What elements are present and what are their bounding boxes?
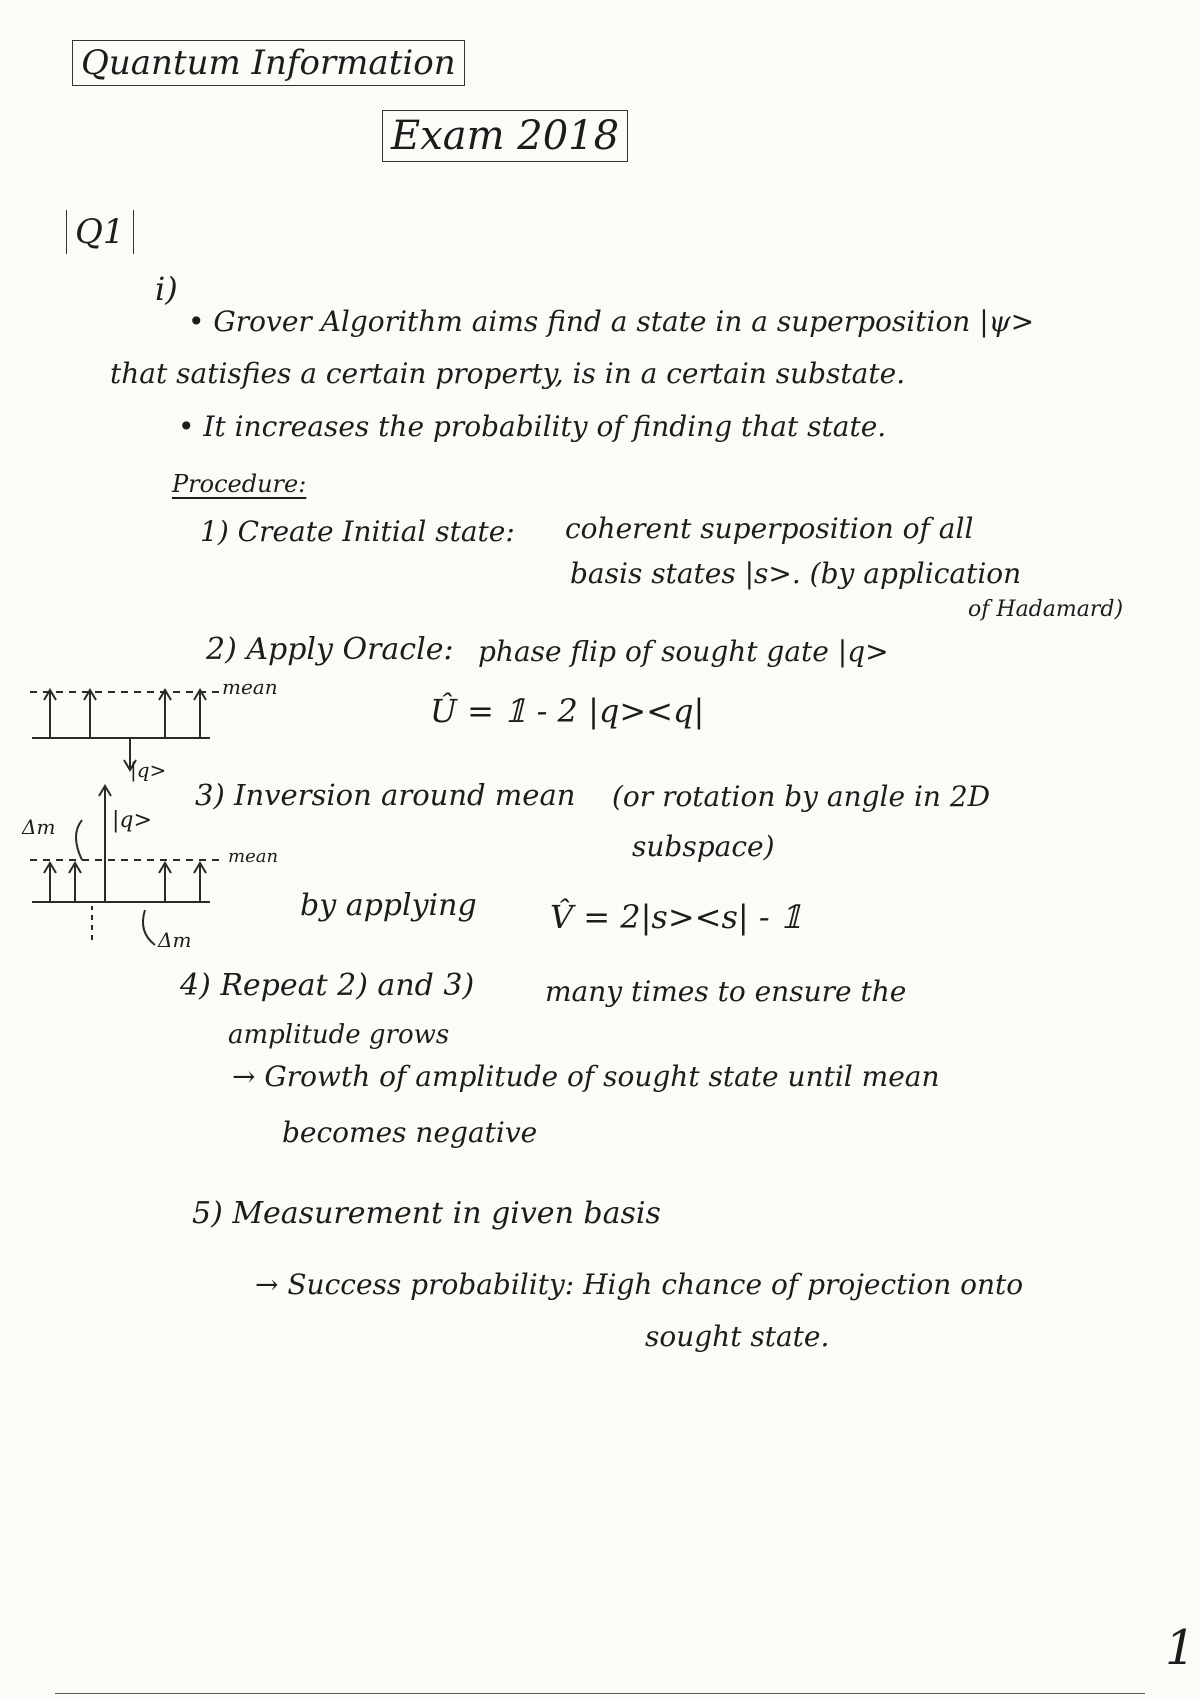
step-5-arrow-b: sought state. [645,1320,830,1353]
step-5-label: 5) Measurement in given basis [192,1196,661,1231]
step-3-label: 3) Inversion around mean [195,778,576,812]
step-4-text-a: many times to ensure the [545,975,907,1008]
step-4-text-b: amplitude grows [228,1020,450,1050]
step-4-arrow: → Growth of amplitude of sought state until mean [232,1060,940,1093]
sketch-mean-label-bottom: mean [228,846,279,867]
step-2-formula: Û = 𝟙 - 2 |q><q| [430,692,705,730]
sketch-q-label-down: |q> [130,758,167,782]
step-1-label: 1) Create Initial state: [200,515,515,548]
step-5-arrow: → Success probability: High chance of projection onto [255,1268,1024,1301]
question-label: Q1 [66,210,134,254]
intro-line-3: • It increases the probability of finding that state. [178,410,887,443]
step-3-text-b: subspace) [632,830,775,863]
footer-divider [55,1693,1145,1694]
exam-title: Exam 2018 [382,110,628,162]
step-3-formula: V̂ = 2|s><s| - 𝟙 [550,898,803,936]
course-title: Quantum Information [72,40,465,86]
question-part: i) [155,270,178,308]
step-1-text-a: coherent superposition of all [565,512,974,545]
step-3-text-a: (or rotation by angle in 2D [612,780,991,813]
sketch-q-label-up: |q> [112,808,152,833]
amplitude-sketch [20,670,290,970]
step-2-text: phase flip of sought gate |q> [478,635,889,668]
intro-line-2: that satisfies a certain property, is in a certain substate. [110,357,906,390]
step-4-label: 4) Repeat 2) and 3) [180,968,475,1003]
step-1-text-c: of Hadamard) [968,597,1124,622]
sketch-delta-m-left: Δm [22,815,56,839]
sketch-delta-m-bottom: Δm [158,928,192,952]
step-2-label: 2) Apply Oracle: [206,632,454,667]
sketch-mean-label-top: mean [222,675,278,699]
procedure-heading: Procedure: [172,470,307,498]
step-3-by: by applying [300,888,477,923]
step-1-text-b: basis states |s>. (by application [570,557,1022,590]
intro-line-1: • Grover Algorithm aims find a state in a superposition |ψ> [188,305,1035,338]
step-4-arrow-b: becomes negative [282,1116,538,1149]
page-number: 1 [1165,1620,1196,1676]
